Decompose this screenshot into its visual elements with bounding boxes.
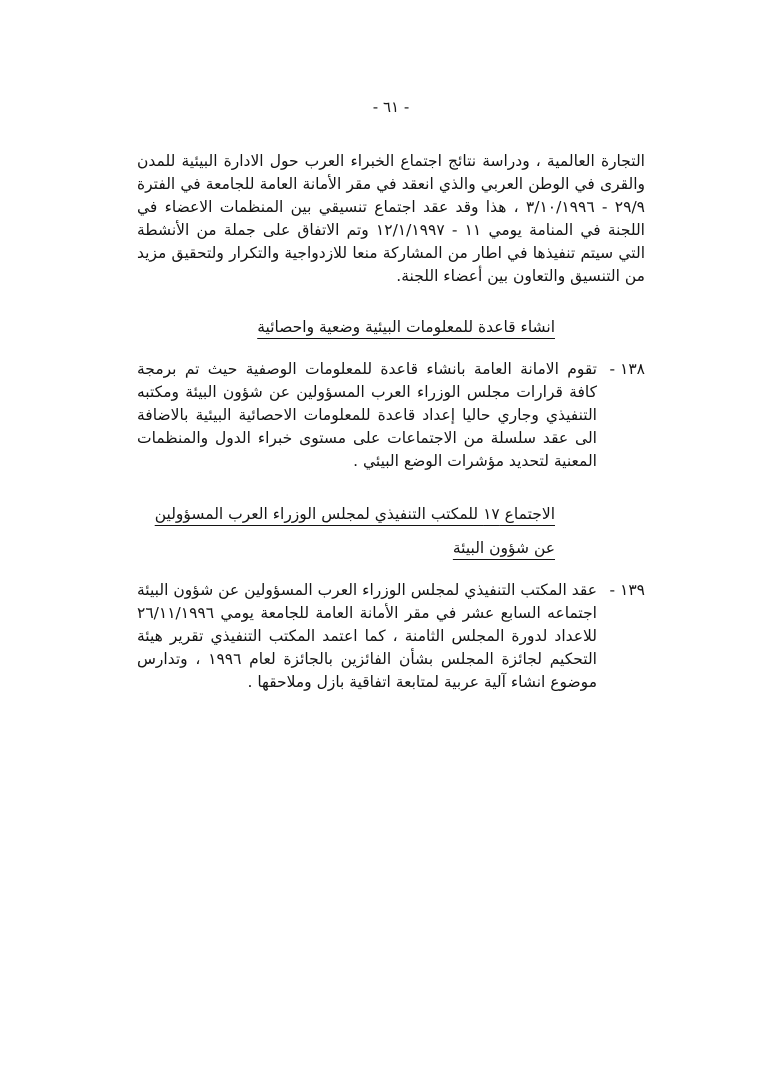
item-body: تقوم الامانة العامة بانشاء قاعدة للمعلومات الوصفية حيث تم برمجة كافة قرارات مجلس الوزراء العرب المسؤولين عن شؤون البيئة ومكتبه التنفيذي وجاري حاليا إعداد قاعدة للمعلومات الاحصائية البيئية بالاضافة الى عقد سلسلة من الاجتماعات على مستوى خبراء الدول والمنظمات المعنية لتحديد مؤشرات الوضع البيئي . bbox=[137, 360, 597, 470]
numbered-item-139 bbox=[137, 579, 645, 694]
intro-paragraph: التجارة العالمية ، ودراسة نتائج اجتماع الخبراء العرب حول الادارة البيئية للمدن والقرى في الوطن العربي والذي انعقد في مقر الأمانة العامة للجامعة في الفترة ٢٩/٩ - ٣/١٠/١٩٩٦ ، هذا وقد عقد اجتماع تنسيقي بين المنظمات الاعضاء في اللجنة في المنامة يومي ١١ - ١٢/١/١٩٩٧ وتم الاتفاق على جملة من الأنشطة التي سيتم تنفيذها في اطار من المشاركة منعا للازدواجية والتكرار ولتحقيق مزيد من التنسيق والتعاون بين أعضاء اللجنة. bbox=[137, 152, 645, 285]
document-content bbox=[137, 98, 645, 718]
section-executive-office-meeting-17 bbox=[137, 497, 645, 694]
numbered-item-138 bbox=[137, 358, 645, 473]
section-heading: انشاء قاعدة للمعلومات البيئية وضعية واحصائية bbox=[257, 318, 555, 336]
item-body: عقد المكتب التنفيذي لمجلس الوزراء العرب المسؤولين عن شؤون البيئة اجتماعه السابع عشر في مقر الأمانة العامة للجامعة يومي ٢٦/١١/١٩٩٦ للاعداد لدورة المجلس الثامنة ، كما اعتمد المكتب التنفيذي تقرير هيئة التحكيم لجائزة المجلس بشأن الفائزين بالجائزة لعام ١٩٩٦ ، وتدارس موضوع انشاء آلية عربية لمتابعة اتفاقية بازل وملاحقها . bbox=[137, 581, 597, 691]
page-number: - ٦١ - bbox=[372, 98, 410, 116]
item-number: ١٣٨ - bbox=[609, 360, 645, 378]
section-environment-information-base bbox=[137, 310, 645, 473]
item-number: ١٣٩ - bbox=[609, 581, 645, 599]
section-heading: الاجتماع ١٧ للمكتب التنفيذي لمجلس الوزراء العرب المسؤولين عن شؤون البيئة bbox=[154, 505, 555, 557]
